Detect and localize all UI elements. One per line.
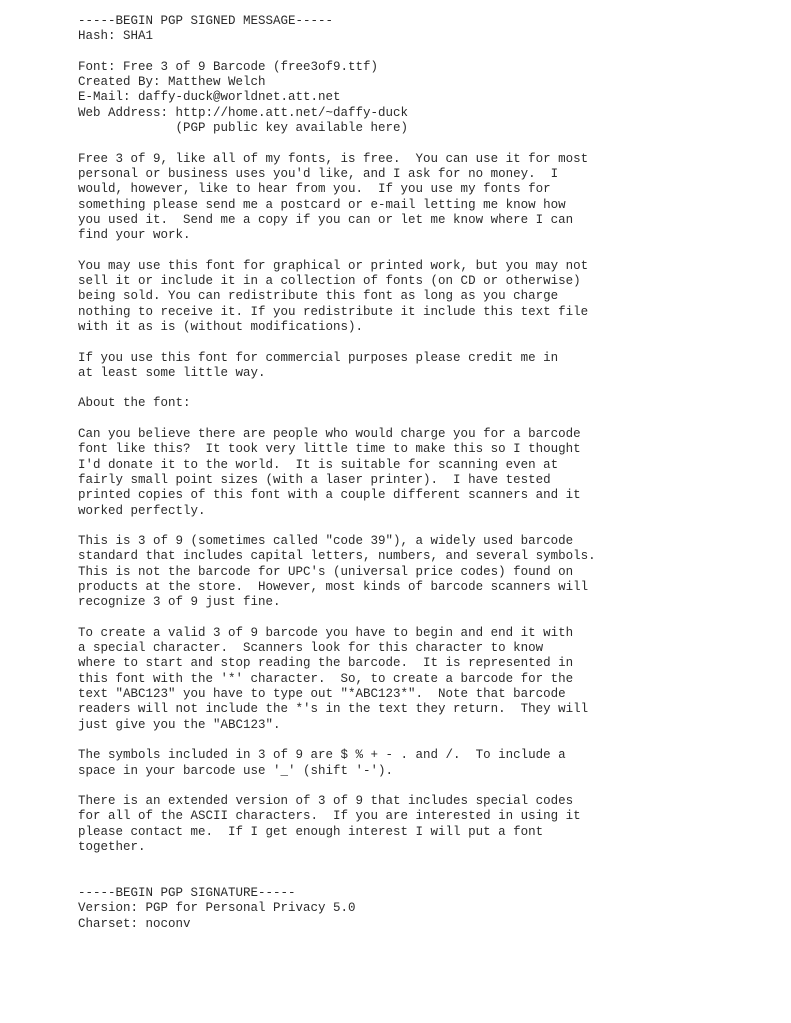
text-line: with it as is (without modifications). <box>78 319 364 334</box>
font-info-block <box>78 60 778 136</box>
paragraph-extended-version <box>78 794 778 855</box>
text-line: you used it. Send me a copy if you can or let me know where I can <box>78 212 574 227</box>
text-line: would, however, like to hear from you. If you use my fonts for <box>78 182 551 197</box>
paragraph-free-license <box>78 152 778 244</box>
text-line: a special character. Scanners look for this character to know <box>78 641 544 656</box>
text-line: space in your barcode use '_' (shift '-'). <box>78 763 394 778</box>
text-line: If you use this font for commercial purposes please credit me in <box>78 350 559 365</box>
text-line: standard that includes capital letters, numbers, and several symbols. <box>78 549 596 564</box>
text-line: for all of the ASCII characters. If you are interested in using it <box>78 809 581 824</box>
text-line: please contact me. If I get enough interest I will put a font <box>78 824 544 839</box>
font-name-line: Font: Free 3 of 9 Barcode (free3of9.ttf) <box>78 59 379 74</box>
paragraph-redistribution <box>78 259 778 335</box>
text-line: This is 3 of 9 (sometimes called "code 39"), a widely used barcode <box>78 534 574 549</box>
text-line: This is not the barcode for UPC's (universal price codes) found on <box>78 564 574 579</box>
text-line: font like this? It took very little time to make this so I thought <box>78 442 581 457</box>
text-line: nothing to receive it. If you redistribute it include this text file <box>78 304 589 319</box>
section-heading-about <box>78 396 778 411</box>
text-line: The symbols included in 3 of 9 are $ % + - . and /. To include a <box>78 748 566 763</box>
text-line: being sold. You can redistribute this font as long as you charge <box>78 289 559 304</box>
text-line: sell it or include it in a collection of fonts (on CD or otherwise) <box>78 274 581 289</box>
hash-line: Hash: SHA1 <box>78 29 154 44</box>
paragraph-code-39 <box>78 534 778 610</box>
text-line: just give you the "ABC123". <box>78 717 281 732</box>
text-line: Can you believe there are people who would charge you for a barcode <box>78 427 581 442</box>
pgp-key-note-line: (PGP public key available here) <box>78 121 409 136</box>
text-line: readers will not include the *'s in the text they return. They will <box>78 702 589 717</box>
pgp-header <box>78 14 778 45</box>
text-line: at least some little way. <box>78 365 266 380</box>
text-line: Free 3 of 9, like all of my fonts, is free. You can use it for most <box>78 151 589 166</box>
text-line: text "ABC123" you have to type out "*ABC123*". Note that barcode <box>78 687 566 702</box>
paragraph-start-stop-character <box>78 626 778 733</box>
web-address-line: Web Address: http://home.att.net/~daffy-duck <box>78 105 409 120</box>
version-line: Version: PGP for Personal Privacy 5.0 <box>78 901 356 916</box>
text-line: printed copies of this font with a couple different scanners and it <box>78 488 581 503</box>
text-line: worked perfectly. <box>78 503 206 518</box>
text-line: together. <box>78 840 146 855</box>
charset-line: Charset: noconv <box>78 916 191 931</box>
paragraph-symbols <box>78 748 778 779</box>
text-line: find your work. <box>78 228 191 243</box>
paragraph-about-font <box>78 427 778 519</box>
pgp-signature <box>78 886 778 932</box>
heading-line: About the font: <box>78 396 191 411</box>
begin-message-line: -----BEGIN PGP SIGNED MESSAGE----- <box>78 14 334 28</box>
text-line: something please send me a postcard or e-mail letting me know how <box>78 197 566 212</box>
text-line: fairly small point sizes (with a laser printer). I have tested <box>78 472 551 487</box>
author-line: Created By: Matthew Welch <box>78 75 266 90</box>
begin-signature-line: -----BEGIN PGP SIGNATURE----- <box>78 885 296 900</box>
text-line: You may use this font for graphical or printed work, but you may not <box>78 258 589 273</box>
text-line: products at the store. However, most kinds of barcode scanners will <box>78 579 589 594</box>
text-line: recognize 3 of 9 just fine. <box>78 595 281 610</box>
text-line: personal or business uses you'd like, and I ask for no money. I <box>78 166 559 181</box>
pgp-signed-document <box>78 14 778 947</box>
text-line: There is an extended version of 3 of 9 that includes special codes <box>78 794 574 809</box>
text-line: this font with the '*' character. So, to create a barcode for the <box>78 671 574 686</box>
email-line: E-Mail: daffy-duck@worldnet.att.net <box>78 90 341 105</box>
paragraph-commercial-credit <box>78 351 778 382</box>
text-line: To create a valid 3 of 9 barcode you have to begin and end it with <box>78 625 574 640</box>
text-line: where to start and stop reading the barcode. It is represented in <box>78 656 574 671</box>
text-line: I'd donate it to the world. It is suitable for scanning even at <box>78 457 559 472</box>
